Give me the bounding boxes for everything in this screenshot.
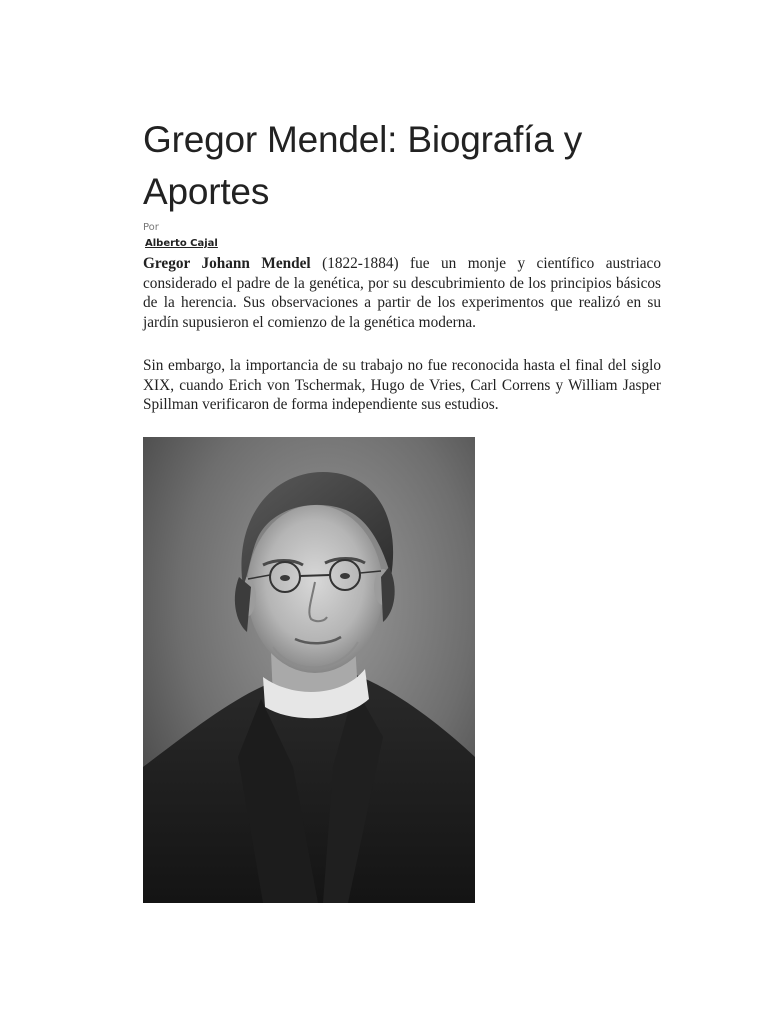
portrait-photo bbox=[143, 437, 475, 903]
paragraph-intro bbox=[143, 254, 661, 332]
portrait-illustration bbox=[143, 437, 475, 903]
byline-prefix: Por bbox=[143, 222, 159, 233]
author-link[interactable]: Alberto Cajal bbox=[145, 238, 218, 249]
paragraph-recognition: Sin embargo, la importancia de su trabajo no fue reconocida hasta el final del siglo XIX, cuando Erich von Tschermak, Hugo de Vries, Carl Correns y William Jasper Spillman verificaron de forma independiente sus estudios. bbox=[143, 357, 661, 413]
subject-name: Gregor Johann Mendel bbox=[143, 255, 311, 272]
article-title: Gregor Mendel: Biografía y Aportes bbox=[143, 119, 583, 212]
paragraph-intro-text: (1822-1884) fue un monje y científico austriaco considerado el padre de la genética, por su descubrimiento de los principios básicos de la herencia. Sus observaciones a partir de los experimentos que realizó en su jardín supusieron el comienzo de la genética moderna. bbox=[143, 255, 661, 331]
